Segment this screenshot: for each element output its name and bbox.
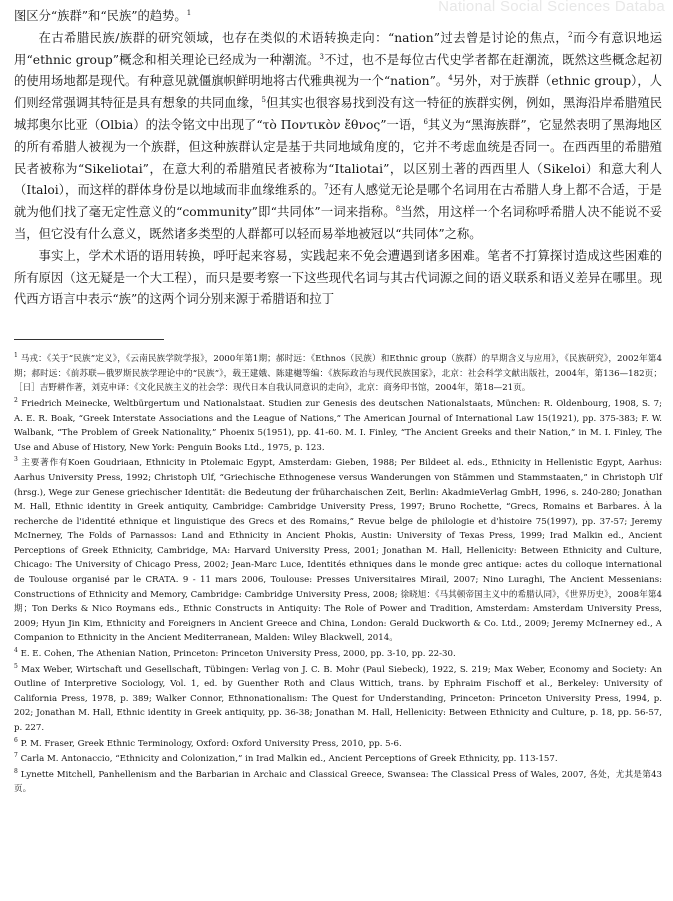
footnote-ref-6: 6 bbox=[423, 117, 428, 126]
footnote-ref-3: 3 bbox=[319, 52, 325, 61]
paragraph-nation-ethnic: 在古希腊民族/族群的研究领域，也存在类似的术语转换走向：“nation”过去曾是讨论的焦点，$^2$而今有意识地运用“ethnic group”概念和相关理论已经成为一种潮流。$^3$不过，也不是每位古代史学者都在赶潮流，既然这些概念起初的使用场地都是现代。有种意见就僵旗帜鲜明地将古代雅典视为一个“nation”。$^4$另外，对于族群（ethnic group），人们则经常强调其特征是具有想象的共同血缘，$^5$但其实也很容易找到没有这一特征的族群实例，例如，黑海沿岸希腊殖民城邦奥尔比亚（Olbia）的法令铭文中出现了“τὸ Ποντικὸν ἔθνος”一语，$^6$其义为“黑海族群”，它显然表明了黑海地区的所有希腊人被视为一个族群，但这种族群认定是基于共同地域角度的，它并不考虑血统是否同一。在西西里的希腊殖民者被称为“Sikeliotai”，在意大利的希腊殖民者被称为“Italiotai”，以区别土著的西西里人（Sikeloi）和意大利人（Italoi），而这样的群体身份是以地域而非血缘维系的。$^7$还有人感觉无论是哪个名词用在古希腊人身上都不合适，于是就为他们找了毫无定性意义的“community”即“共同体”一词来指称。$^8$当然，用这样一个名词称呼希腊人决不能说不妥当，但它没有什么意义，既然诸多类型的人群都可以轻而易举地被冠以“共同体”之称。 bbox=[14, 30, 663, 241]
document-page bbox=[14, 6, 662, 798]
footnote-ref-7: 7 bbox=[324, 183, 329, 192]
footnote-3: $^3$ 主要著作有Koen Goudriaan, Ethnicity in Ptolemaic Egypt, Amsterdam: Gieben, 1988; Per Bildeet al. eds., Ethnicity in Hellenistic Egypt, Aarhus: Aarhus University Press, 1992; Christoph Ulf, “Griechische Ethnogenese versus Wanderungen von Stämmen und Stammstaaten,” in Christoph Ulf (hrsg.), Wege zur Genese griechischer Identität: die Bedeutung der früharchaischen Zeit, Berlin: AkadmieVerlag GmbH, 1996, s. 240-280; Jonathan M. Hall, Ethnic identity in Greek antiquity, Cambridge: Cambridge University Press, 1997; Bruno Rochette, “Grecs, Romains et Barbares. À la recherche de l'identité ethnique et linguistique des Grecs et des Romains,” Revue belge de philologie et d'histoire 75(1997), pp. 37-57; Jeremy McInerney, The Folds of Parnassos: Land and Ethnicity in Ancient Phokis, Austin: University of Texas Press, 1999; Irad Malkin ed., Ancient Perceptions of Greek Ethnicity, Cambridge, MA: Harvard University Press, 2001; Jonathan M. Hall, Hellenicity: Between Ethnicity and Culture, Chicago: The University of Chicago Press, 2002; Jean-Marc Luce, Identités ethniques dans le monde grec antique: actes du colloque international de Toulouse organisé par le CRATA. 9 - 11 mars 2006, Toulouse: Presses Universitaires Mirail, 2007; Nino Luraghi, The Ancient Messenians: Constructions of Ethnicity and Memory, Cambridge: Cambridge University Press, 2008; 徐晓旭：《马其顿帝国主义中的希腊认同》，《世界历史》，2008年第4期；Ton Derks & Nico Roymans eds., Ethnic Constructs in Antiquity: The Role of Power and Tradition, Amsterdam: Amsterdam University Press, 2009; Hyun Jin Kim, Ethnicity and Foreigners in Ancient Greece and China, London: Gerald Duckworth & Co. Ltd., 2009; Jeremy McInerney ed., A Companion to Ethnicity in the Ancient Mediterranean, Malden: Wiley Blackwell, 2014。 bbox=[14, 456, 662, 644]
footnote-separator bbox=[14, 339, 164, 340]
footnote-ref-2: 2 bbox=[568, 30, 573, 39]
footnote-1: $^1$ 马戎：《关于“民族”定义》，《云南民族学院学报》，2000年第1期；郝时远：《Ethnos（民族）和Ethnic group（族群）的早期含义与应用》，《民族研究》，2002年第4期；郝时远：《前苏联—俄罗斯民族学理论中的“民族”》，载王建娥、陈建樾等编：《族际政治与现代民族国家》，北京：社会科学文献出版社，2004年，第136—182页；［日］吉野耕作著，刘克申译：《文化民族主义的社会学：现代日本自我认同意识的走向》，北京：商务印书馆，2004年，第18—21页。 bbox=[14, 352, 662, 394]
footnote-6: $^6$ P. M. Fraser, Greek Ethnic Terminology, Oxford: Oxford University Press, 2010, pp. 5-6. bbox=[14, 736, 402, 749]
footnote-8: $^8$ Lynette Mitchell, Panhellenism and the Barbarian in Archaic and Classical Greece, Swansea: The Classical Press of Wales, 2007, 各处，尤其是第43页。 bbox=[14, 767, 662, 795]
body-text bbox=[14, 6, 662, 311]
footnote-5: $^5$ Max Weber, Wirtschaft und Gesellschaft, Tübingen: Verlag von J. C. B. Mohr (Paul Siebeck), 1922, S. 219; Max Weber, Economy and Society: An Outline of Interpretive Sociology, Vol. 1, ed. by Guenther Roth and Claus Wittich, trans. by Ephraim Fischoff et al., Berkeley: University of California Press, 1978, p. 389; Walker Connor, Ethnonationalism: The Quest for Understanding, Princeton: Princeton University Press, 1994, p. 202; Jonathan M. Hall, Ethnic identity in Greek antiquity, pp. 36-38; Jonathan M. Hall, Hellenicity: Between Ethnicity and Culture, p. 18, pp. 56-57, p. 227. bbox=[14, 662, 662, 733]
paragraph-continued: 图区分“族群”和“民族”的趋势。$^1$ bbox=[14, 9, 192, 23]
footnote-7: $^7$ Carla M. Antonaccio, “Ethnicity and Colonization,” in Irad Malkin ed., Ancient Perceptions of Greek Ethnicity, pp. 113-157. bbox=[14, 752, 558, 765]
footnote-4: $^4$ E. E. Cohen, The Athenian Nation, Princeton: Princeton University Press, 2000, pp. 3-10, pp. 22-30. bbox=[14, 647, 456, 660]
watermark: National Social Sciences Databa bbox=[438, 0, 665, 15]
footnotes bbox=[14, 352, 662, 797]
footnote-ref-5: 5 bbox=[261, 96, 266, 105]
paragraph-terminology: 事实上，学术术语的语用转换，呼吁起来容易，实践起来不免会遭遇到诸多困难。笔者不打算探讨造成这些困难的所有原因（这无疑是一个大工程），而只是要考察一下这些现代名词与其古代词源之间的语义联系和语义差异在哪里。现代西方语言中表示“族”的这两个词分别来源于希腊语和拉丁 bbox=[14, 248, 662, 307]
footnote-ref-8: 8 bbox=[395, 205, 401, 214]
footnote-2: $^2$ Friedrich Meinecke, Weltbürgertum und Nationalstaat. Studien zur Genesis des deutschen Nationalstaats, München: R. Oldenbourg, 1908, S. 7; A. E. R. Boak, “Greek Interstate Associations and the League of Nations,” The American Journal of International Law 15(1921), pp. 375-383; F. W. Walbank, “The Problem of Greek Nationality,” Phoenix 5(1951), pp. 41-60. M. I. Finley, “The Ancient Greeks and their Nation,” in M. I. Finley, The Use and Abuse of History, New York: Penguin Books Ltd., 1975, p. 123. bbox=[14, 396, 662, 453]
footnote-ref-4: 4 bbox=[448, 74, 453, 83]
footnote-ref-1: 1 bbox=[186, 9, 192, 17]
